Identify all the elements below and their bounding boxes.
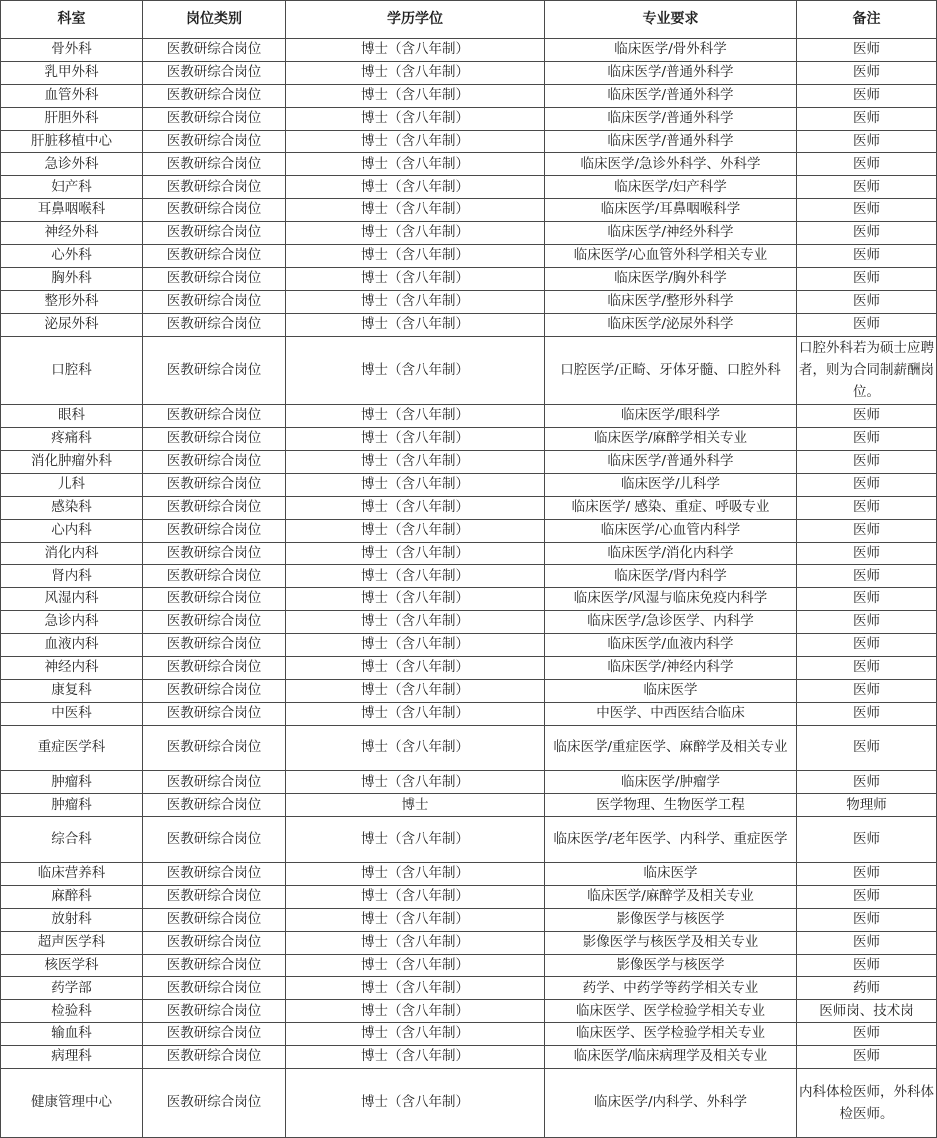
cell-major: 影像医学与核医学	[545, 908, 797, 931]
table-row	[1, 61, 937, 84]
cell-category: 医教研综合岗位	[143, 656, 286, 679]
cell-major: 临床医学/整形外科学	[545, 290, 797, 313]
cell-note: 内科体检医师，外科体检医师。	[797, 1069, 937, 1138]
table-row	[1, 931, 937, 954]
cell-degree: 博士（含八年制）	[286, 588, 545, 611]
cell-category: 医教研综合岗位	[143, 588, 286, 611]
cell-major: 临床医学/ 感染、重症、呼吸专业	[545, 496, 797, 519]
cell-note: 医师	[797, 588, 937, 611]
cell-degree: 博士（含八年制）	[286, 84, 545, 107]
cell-note: 医师	[797, 908, 937, 931]
cell-dept: 心内科	[1, 519, 143, 542]
cell-major: 临床医学/肿瘤学	[545, 771, 797, 794]
cell-category: 医教研综合岗位	[143, 565, 286, 588]
cell-major: 临床医学/胸外科学	[545, 267, 797, 290]
cell-category: 医教研综合岗位	[143, 107, 286, 130]
cell-dept: 重症医学科	[1, 725, 143, 771]
table-row	[1, 519, 937, 542]
cell-category: 医教研综合岗位	[143, 245, 286, 268]
cell-category: 医教研综合岗位	[143, 702, 286, 725]
cell-note: 医师	[797, 656, 937, 679]
cell-major: 临床医学/耳鼻咽喉科学	[545, 199, 797, 222]
cell-dept: 超声医学科	[1, 931, 143, 954]
cell-category: 医教研综合岗位	[143, 794, 286, 817]
cell-dept: 疼痛科	[1, 428, 143, 451]
cell-category: 医教研综合岗位	[143, 84, 286, 107]
cell-category: 医教研综合岗位	[143, 199, 286, 222]
cell-note: 医师	[797, 405, 937, 428]
cell-major: 临床医学/普通外科学	[545, 107, 797, 130]
cell-note: 药师	[797, 977, 937, 1000]
cell-category: 医教研综合岗位	[143, 1000, 286, 1023]
cell-category: 医教研综合岗位	[143, 313, 286, 336]
table-row	[1, 199, 937, 222]
header-row	[1, 1, 937, 39]
cell-note: 医师	[797, 702, 937, 725]
cell-major: 临床医学/临床病理学及相关专业	[545, 1046, 797, 1069]
table-row	[1, 977, 937, 1000]
cell-category: 医教研综合岗位	[143, 222, 286, 245]
table-row	[1, 634, 937, 657]
cell-degree: 博士（含八年制）	[286, 245, 545, 268]
cell-degree: 博士（含八年制）	[286, 130, 545, 153]
cell-major: 临床医学、医学检验学相关专业	[545, 1000, 797, 1023]
cell-major: 临床医学/妇产科学	[545, 176, 797, 199]
cell-dept: 麻醉科	[1, 885, 143, 908]
cell-category: 医教研综合岗位	[143, 771, 286, 794]
cell-category: 医教研综合岗位	[143, 1046, 286, 1069]
cell-major: 中医学、中西医结合临床	[545, 702, 797, 725]
table-row	[1, 84, 937, 107]
cell-dept: 感染科	[1, 496, 143, 519]
cell-major: 医学物理、生物医学工程	[545, 794, 797, 817]
cell-category: 医教研综合岗位	[143, 725, 286, 771]
cell-major: 临床医学/消化内科学	[545, 542, 797, 565]
cell-note: 医师	[797, 931, 937, 954]
cell-dept: 血液内科	[1, 634, 143, 657]
cell-degree: 博士（含八年制）	[286, 817, 545, 863]
cell-category: 医教研综合岗位	[143, 542, 286, 565]
cell-major: 临床医学/普通外科学	[545, 84, 797, 107]
cell-note: 医师	[797, 1046, 937, 1069]
cell-major: 临床医学/重症医学、麻醉学及相关专业	[545, 725, 797, 771]
cell-major: 临床医学/神经外科学	[545, 222, 797, 245]
table-row	[1, 794, 937, 817]
cell-note: 医师	[797, 611, 937, 634]
cell-note: 医师	[797, 863, 937, 886]
cell-category: 医教研综合岗位	[143, 405, 286, 428]
cell-category: 医教研综合岗位	[143, 473, 286, 496]
cell-degree: 博士（含八年制）	[286, 222, 545, 245]
cell-major: 临床医学/神经内科学	[545, 656, 797, 679]
cell-dept: 血管外科	[1, 84, 143, 107]
cell-dept: 肾内科	[1, 565, 143, 588]
cell-degree: 博士（含八年制）	[286, 313, 545, 336]
cell-major: 临床医学	[545, 863, 797, 886]
table-row	[1, 176, 937, 199]
cell-note: 医师岗、技术岗	[797, 1000, 937, 1023]
table-row	[1, 679, 937, 702]
cell-category: 医教研综合岗位	[143, 450, 286, 473]
table-row	[1, 1000, 937, 1023]
cell-category: 医教研综合岗位	[143, 817, 286, 863]
cell-dept: 整形外科	[1, 290, 143, 313]
cell-major: 临床医学/急诊医学、内科学	[545, 611, 797, 634]
table-row	[1, 473, 937, 496]
cell-degree: 博士（含八年制）	[286, 908, 545, 931]
cell-note: 医师	[797, 176, 937, 199]
table-row	[1, 39, 937, 62]
cell-degree: 博士（含八年制）	[286, 176, 545, 199]
cell-note: 医师	[797, 771, 937, 794]
cell-degree: 博士（含八年制）	[286, 61, 545, 84]
cell-dept: 健康管理中心	[1, 1069, 143, 1138]
cell-degree: 博士（含八年制）	[286, 450, 545, 473]
table-row	[1, 771, 937, 794]
cell-major: 临床医学/内科学、外科学	[545, 1069, 797, 1138]
cell-degree: 博士（含八年制）	[286, 428, 545, 451]
cell-degree: 博士（含八年制）	[286, 1000, 545, 1023]
cell-major: 口腔医学/正畸、牙体牙髓、口腔外科	[545, 336, 797, 405]
cell-major: 临床医学/普通外科学	[545, 450, 797, 473]
cell-major: 临床医学/普通外科学	[545, 61, 797, 84]
cell-category: 医教研综合岗位	[143, 863, 286, 886]
cell-note: 医师	[797, 84, 937, 107]
table-row	[1, 405, 937, 428]
cell-dept: 检验科	[1, 1000, 143, 1023]
cell-degree: 博士（含八年制）	[286, 1046, 545, 1069]
cell-dept: 康复科	[1, 679, 143, 702]
cell-category: 医教研综合岗位	[143, 634, 286, 657]
cell-category: 医教研综合岗位	[143, 1069, 286, 1138]
cell-note: 医师	[797, 634, 937, 657]
cell-category: 医教研综合岗位	[143, 496, 286, 519]
table-row	[1, 954, 937, 977]
cell-degree: 博士（含八年制）	[286, 771, 545, 794]
cell-category: 医教研综合岗位	[143, 519, 286, 542]
cell-dept: 肝胆外科	[1, 107, 143, 130]
cell-degree: 博士（含八年制）	[286, 679, 545, 702]
cell-major: 临床医学/麻醉学相关专业	[545, 428, 797, 451]
table-row	[1, 267, 937, 290]
cell-dept: 急诊内科	[1, 611, 143, 634]
cell-category: 医教研综合岗位	[143, 39, 286, 62]
table-row	[1, 656, 937, 679]
cell-note: 医师	[797, 130, 937, 153]
cell-degree: 博士（含八年制）	[286, 473, 545, 496]
table-row	[1, 588, 937, 611]
cell-major: 临床医学/肾内科学	[545, 565, 797, 588]
cell-note: 医师	[797, 817, 937, 863]
cell-degree: 博士（含八年制）	[286, 153, 545, 176]
cell-degree: 博士（含八年制）	[286, 863, 545, 886]
cell-note: 医师	[797, 450, 937, 473]
table-row	[1, 1069, 937, 1138]
cell-degree: 博士（含八年制）	[286, 1023, 545, 1046]
table-row	[1, 313, 937, 336]
table-row	[1, 611, 937, 634]
cell-major: 临床医学/麻醉学及相关专业	[545, 885, 797, 908]
cell-dept: 肝脏移植中心	[1, 130, 143, 153]
cell-degree: 博士（含八年制）	[286, 885, 545, 908]
cell-major: 临床医学/泌尿外科学	[545, 313, 797, 336]
table-row	[1, 885, 937, 908]
cell-major: 影像医学与核医学及相关专业	[545, 931, 797, 954]
cell-major: 临床医学/普通外科学	[545, 130, 797, 153]
table-row	[1, 725, 937, 771]
cell-category: 医教研综合岗位	[143, 885, 286, 908]
cell-degree: 博士（含八年制）	[286, 496, 545, 519]
cell-dept: 肿瘤科	[1, 771, 143, 794]
cell-dept: 消化肿瘤外科	[1, 450, 143, 473]
cell-major: 临床医学/骨外科学	[545, 39, 797, 62]
cell-dept: 风湿内科	[1, 588, 143, 611]
table-row	[1, 542, 937, 565]
cell-category: 医教研综合岗位	[143, 428, 286, 451]
cell-degree: 博士（含八年制）	[286, 107, 545, 130]
cell-dept: 临床营养科	[1, 863, 143, 886]
cell-major: 临床医学/儿科学	[545, 473, 797, 496]
cell-note: 医师	[797, 496, 937, 519]
table-row	[1, 130, 937, 153]
cell-category: 医教研综合岗位	[143, 336, 286, 405]
cell-degree: 博士（含八年制）	[286, 405, 545, 428]
table-row	[1, 565, 937, 588]
cell-major: 临床医学/心血管外科学相关专业	[545, 245, 797, 268]
cell-dept: 胸外科	[1, 267, 143, 290]
table-row	[1, 336, 937, 405]
cell-note: 医师	[797, 1023, 937, 1046]
cell-dept: 儿科	[1, 473, 143, 496]
cell-category: 医教研综合岗位	[143, 679, 286, 702]
cell-dept: 口腔科	[1, 336, 143, 405]
cell-category: 医教研综合岗位	[143, 908, 286, 931]
table-row	[1, 290, 937, 313]
header-note: 备注	[797, 1, 937, 39]
cell-degree: 博士（含八年制）	[286, 702, 545, 725]
table-row	[1, 428, 937, 451]
header-dept: 科室	[1, 1, 143, 39]
cell-dept: 心外科	[1, 245, 143, 268]
cell-category: 医教研综合岗位	[143, 954, 286, 977]
cell-note: 医师	[797, 222, 937, 245]
table-row	[1, 496, 937, 519]
cell-major: 药学、中药学等药学相关专业	[545, 977, 797, 1000]
cell-dept: 神经内科	[1, 656, 143, 679]
cell-note: 医师	[797, 245, 937, 268]
cell-major: 临床医学/心血管内科学	[545, 519, 797, 542]
cell-degree: 博士（含八年制）	[286, 565, 545, 588]
cell-dept: 中医科	[1, 702, 143, 725]
cell-dept: 核医学科	[1, 954, 143, 977]
table-row	[1, 107, 937, 130]
cell-major: 影像医学与核医学	[545, 954, 797, 977]
table-row	[1, 1046, 937, 1069]
cell-category: 医教研综合岗位	[143, 153, 286, 176]
cell-category: 医教研综合岗位	[143, 176, 286, 199]
cell-degree: 博士（含八年制）	[286, 954, 545, 977]
cell-dept: 消化内科	[1, 542, 143, 565]
cell-note: 医师	[797, 267, 937, 290]
header-category: 岗位类别	[143, 1, 286, 39]
cell-major: 临床医学、医学检验学相关专业	[545, 1023, 797, 1046]
table-row	[1, 817, 937, 863]
cell-dept: 综合科	[1, 817, 143, 863]
cell-category: 医教研综合岗位	[143, 611, 286, 634]
cell-dept: 神经外科	[1, 222, 143, 245]
cell-note: 医师	[797, 428, 937, 451]
cell-degree: 博士（含八年制）	[286, 290, 545, 313]
cell-degree: 博士（含八年制）	[286, 336, 545, 405]
cell-dept: 耳鼻咽喉科	[1, 199, 143, 222]
cell-dept: 泌尿外科	[1, 313, 143, 336]
cell-dept: 病理科	[1, 1046, 143, 1069]
cell-degree: 博士（含八年制）	[286, 977, 545, 1000]
header-degree: 学历学位	[286, 1, 545, 39]
header-major: 专业要求	[545, 1, 797, 39]
cell-degree: 博士	[286, 794, 545, 817]
cell-degree: 博士（含八年制）	[286, 634, 545, 657]
cell-dept: 放射科	[1, 908, 143, 931]
cell-note: 医师	[797, 565, 937, 588]
cell-note: 医师	[797, 153, 937, 176]
cell-note: 医师	[797, 542, 937, 565]
table-row	[1, 245, 937, 268]
cell-degree: 博士（含八年制）	[286, 39, 545, 62]
cell-degree: 博士（含八年制）	[286, 1069, 545, 1138]
cell-dept: 急诊外科	[1, 153, 143, 176]
cell-dept: 肿瘤科	[1, 794, 143, 817]
cell-category: 医教研综合岗位	[143, 61, 286, 84]
cell-major: 临床医学/血液内科学	[545, 634, 797, 657]
cell-degree: 博士（含八年制）	[286, 519, 545, 542]
cell-category: 医教研综合岗位	[143, 977, 286, 1000]
table-row	[1, 863, 937, 886]
table-row	[1, 450, 937, 473]
table-row	[1, 702, 937, 725]
cell-note: 医师	[797, 39, 937, 62]
cell-note: 医师	[797, 61, 937, 84]
cell-note: 医师	[797, 313, 937, 336]
cell-note: 医师	[797, 473, 937, 496]
cell-major: 临床医学/急诊外科学、外科学	[545, 153, 797, 176]
cell-degree: 博士（含八年制）	[286, 542, 545, 565]
cell-category: 医教研综合岗位	[143, 290, 286, 313]
table-row	[1, 222, 937, 245]
cell-degree: 博士（含八年制）	[286, 931, 545, 954]
cell-dept: 乳甲外科	[1, 61, 143, 84]
cell-note: 口腔外科若为硕士应聘者，则为合同制薪酬岗位。	[797, 336, 937, 405]
cell-degree: 博士（含八年制）	[286, 267, 545, 290]
cell-dept: 输血科	[1, 1023, 143, 1046]
cell-note: 医师	[797, 290, 937, 313]
cell-degree: 博士（含八年制）	[286, 611, 545, 634]
cell-major: 临床医学/眼科学	[545, 405, 797, 428]
cell-major: 临床医学	[545, 679, 797, 702]
cell-category: 医教研综合岗位	[143, 267, 286, 290]
cell-category: 医教研综合岗位	[143, 931, 286, 954]
cell-degree: 博士（含八年制）	[286, 199, 545, 222]
cell-category: 医教研综合岗位	[143, 1023, 286, 1046]
cell-category: 医教研综合岗位	[143, 130, 286, 153]
cell-note: 医师	[797, 725, 937, 771]
cell-note: 物理师	[797, 794, 937, 817]
cell-degree: 博士（含八年制）	[286, 725, 545, 771]
cell-note: 医师	[797, 519, 937, 542]
cell-dept: 骨外科	[1, 39, 143, 62]
cell-dept: 药学部	[1, 977, 143, 1000]
table-row	[1, 1023, 937, 1046]
cell-note: 医师	[797, 199, 937, 222]
cell-note: 医师	[797, 954, 937, 977]
cell-dept: 妇产科	[1, 176, 143, 199]
cell-dept: 眼科	[1, 405, 143, 428]
cell-major: 临床医学/风湿与临床免疫内科学	[545, 588, 797, 611]
cell-major: 临床医学/老年医学、内科学、重症医学	[545, 817, 797, 863]
cell-degree: 博士（含八年制）	[286, 656, 545, 679]
table-row	[1, 908, 937, 931]
cell-note: 医师	[797, 679, 937, 702]
cell-note: 医师	[797, 885, 937, 908]
table-row	[1, 153, 937, 176]
cell-note: 医师	[797, 107, 937, 130]
table-body	[1, 39, 937, 1138]
